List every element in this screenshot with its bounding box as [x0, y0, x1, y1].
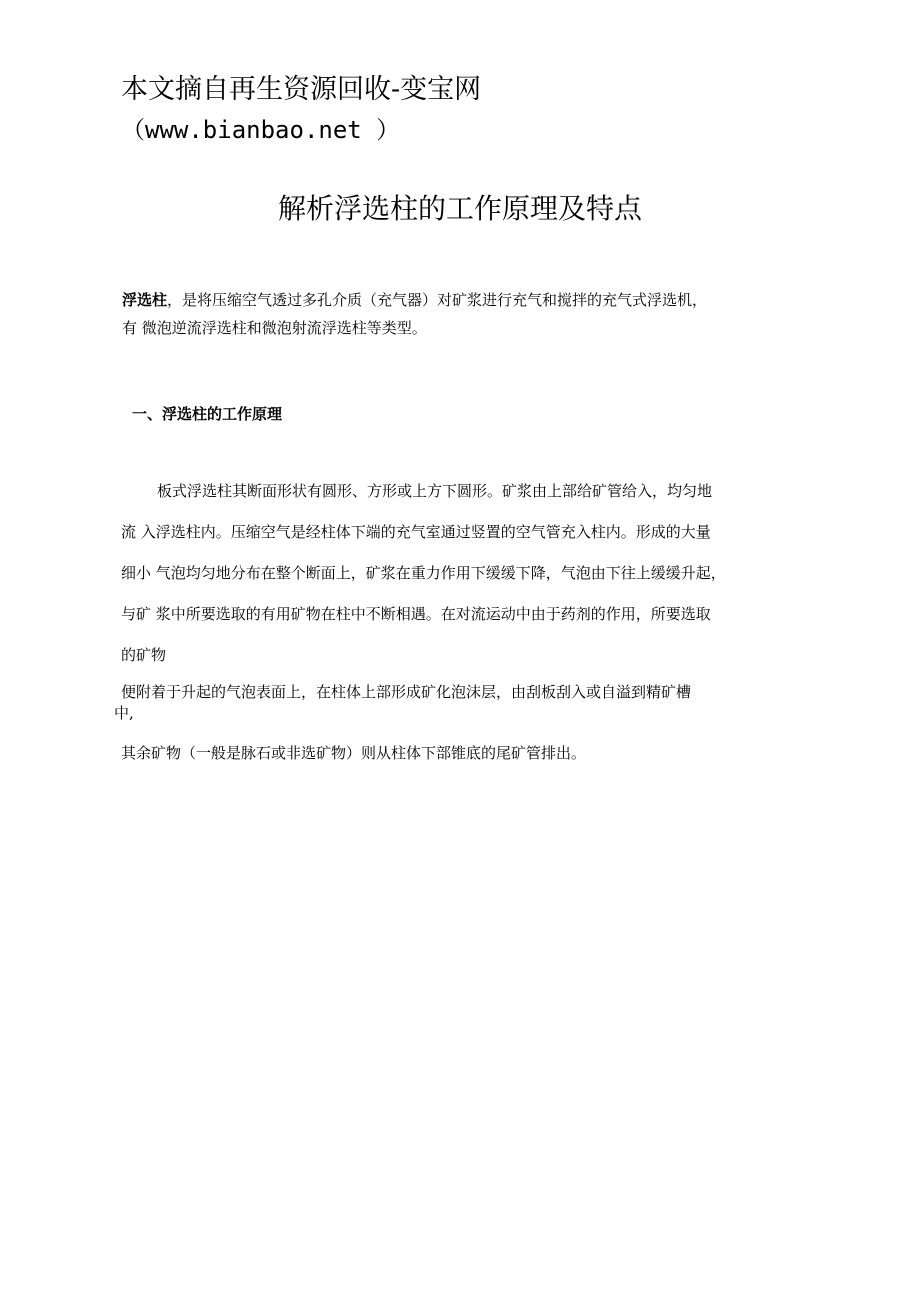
body-line: 流 入浮选柱内。压缩空气是经柱体下端的充气室通过竖置的空气管充入柱内。形成的大量: [121, 523, 711, 541]
body-wrapped-line: [114, 682, 821, 724]
source-url: （www.bianbao.net ）: [121, 116, 401, 144]
intro-lead-term: 浮选柱: [122, 291, 168, 309]
section-body: [114, 477, 821, 767]
page-title: 解析浮选柱的工作原理及特点: [277, 192, 642, 225]
body-line: 与矿 浆中所要选取的有用矿物在柱中不断相遇。在对流运动中由于药剂的作用，所要选取: [121, 605, 711, 623]
body-line-tail: 中,: [114, 704, 134, 722]
intro-line-1: [122, 286, 822, 314]
source-notice: 本文摘自再生资源回收-变宝网: [121, 74, 482, 105]
intro-paragraph: [122, 286, 822, 342]
body-line: 其余矿物（一般是脉石或非选矿物）则从柱体下部锥底的尾矿管排出。: [121, 744, 587, 762]
body-line: 细小 气泡均匀地分布在整个断面上，矿浆在重力作用下缓缓下降，气泡由下往上缓缓升起，: [121, 564, 726, 582]
body-line: 板式浮选柱其断面形状有圆形、方形或上方下圆形。矿浆由上部给矿管给入，均匀地: [157, 482, 713, 500]
intro-line-2: 有 微泡逆流浮选柱和微泡射流浮选柱等类型。: [122, 319, 427, 337]
body-line: 便附着于升起的气泡表面上，在柱体上部形成矿化泡沫层，由刮板刮入或自溢到精矿槽: [121, 683, 692, 701]
section-heading: 一、浮选柱的工作原理: [132, 405, 283, 423]
body-line: 的矿物: [121, 646, 167, 664]
intro-line-1-text: ，是将压缩空气透过多孔介质（充气器）对矿浆进行充气和搅拌的充气式浮选机，: [167, 291, 708, 309]
